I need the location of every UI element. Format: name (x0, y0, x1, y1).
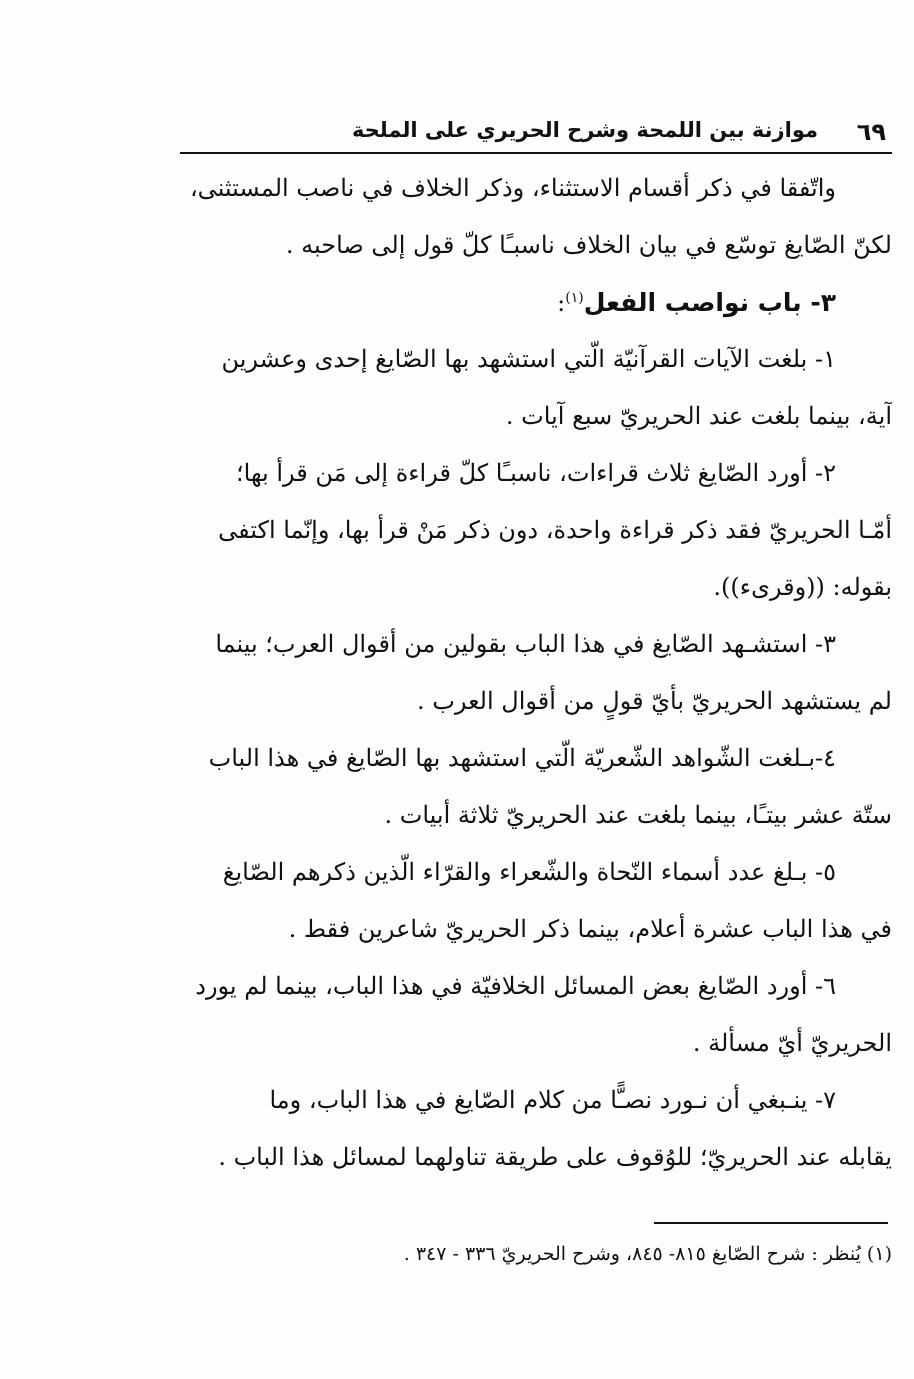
list-item-line: الحريريّ أيّ مسألة . (692, 1029, 892, 1057)
list-item-line: ٧- ينـبغي أن نـورد نصـًّا من كلام الصّايغ في هذا الباب، وما (269, 1086, 836, 1114)
body-text (180, 160, 892, 1186)
list-item-line: أمّـا الحريريّ فقد ذكر قراءة واحدة، دون ذكر مَنْ قرأ بها، وإنّما اكتفى (218, 516, 892, 544)
page-header (180, 112, 892, 152)
footnote-rule (654, 1222, 888, 1224)
list-item-line: ستّة عشر بيتـًا، بينما بلغت عند الحريريّ ثلاثة أبيات . (384, 801, 892, 829)
section-heading (180, 274, 892, 331)
list-item-line: آية، بينما بلغت عند الحريريّ سبع آيات . (505, 402, 892, 430)
list-item-line: ٢- أورد الصّايغ ثلاث قراءات، ناسبـًا كلّ قراءة إلى مَن قرأ بها؛ (236, 459, 836, 487)
list-item-line: لم يستشهد الحريريّ بأيّ قولٍ من أقوال العرب . (416, 687, 892, 715)
footnote: (١) يُنظر : شرح الصّايغ ٨١٥- ٨٤٥، وشرح الحريريّ ٣٣٦ - ٣٤٧ . (403, 1243, 892, 1265)
list-item-line: ٤-بـلغت الشّواهد الشّعريّة الّتي استشهد بها الصّايغ في هذا الباب (208, 744, 836, 772)
paragraph-line: واتّفقا في ذكر أقسام الاستثناء، وذكر الخلاف في ناصب المستثنى، (189, 174, 836, 202)
list-item-line: ٦- أورد الصّايغ بعض المسائل الخلافيّة في هذا الباب، بينما لم يورد (195, 972, 836, 1000)
running-title: موازنة بين اللمحة وشرح الحريري على الملحة (351, 118, 818, 142)
list-item-line: يقابله عند الحريريّ؛ للوُقوف على طريقة تناولهما لمسائل هذا الباب . (218, 1143, 892, 1171)
section-heading-colon: : (557, 289, 566, 317)
footnote-reference: (١) (565, 290, 584, 306)
header-rule (180, 152, 892, 154)
list-item-line: بقوله: ((وقرىء)). (713, 573, 892, 601)
paragraph-line: لكنّ الصّايغ توسّع في بيان الخلاف ناسبـًا كلّ قول إلى صاحبه . (285, 231, 892, 259)
page-number: ٦٩ (856, 118, 886, 146)
list-item-line: ١- بلغت الآيات القرآنيّة الّتي استشهد بها الصّايغ إحدى وعشرين (221, 345, 836, 373)
section-heading-text: ٣- باب نواصب الفعل (583, 288, 836, 317)
list-item-line: في هذا الباب عشرة أعلام، بينما ذكر الحريريّ شاعرين فقط . (288, 915, 892, 943)
list-item-line: ٣- استشـهد الصّايغ في هذا الباب بقولين من أقوال العرب؛ بينما (215, 630, 836, 658)
list-item-line: ٥- بـلغ عدد أسماء النّحاة والشّعراء والقرّاء الّذين ذكرهم الصّايغ (222, 858, 836, 886)
